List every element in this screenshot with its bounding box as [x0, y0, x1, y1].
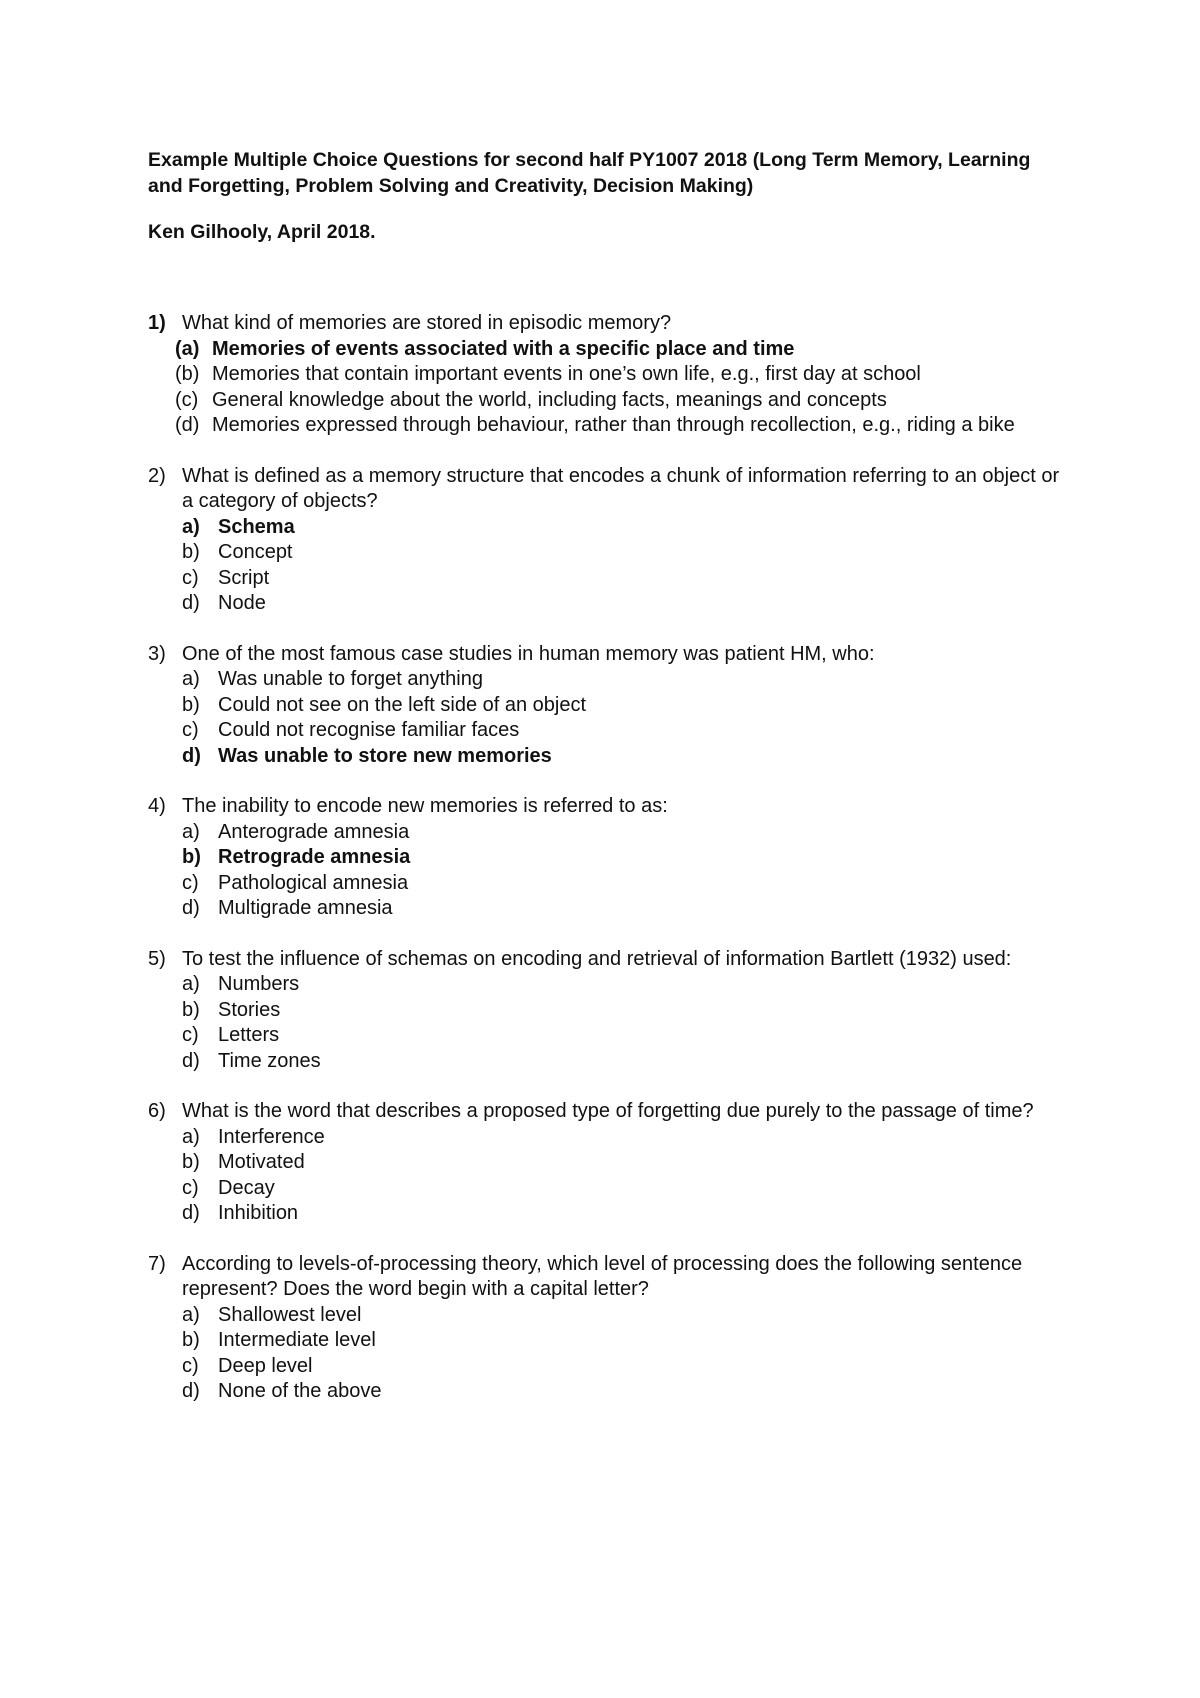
option-list: [148, 1125, 1100, 1227]
option-correct: [148, 337, 1100, 363]
question-1: [148, 311, 1100, 439]
option-text: Letters: [218, 1024, 280, 1046]
option: [148, 693, 1100, 719]
option-label: b): [182, 846, 201, 868]
question-text: To test the influence of schemas on encoding and retrieval of information Bartlett (1932) used:: [182, 947, 1012, 970]
option-label: a): [182, 1303, 200, 1326]
option-label: a): [182, 1125, 200, 1148]
option-text: Was unable to store new memories: [218, 744, 552, 767]
document-title: Example Multiple Choice Questions for second half PY1007 2018 (Long Term Memory, Learning and Forgetting, Problem Solving and Creativity, Decision Making): [148, 149, 1031, 197]
option-list: [148, 337, 1100, 439]
option-text: Could not see on the left side of an object: [218, 693, 587, 716]
option-text: Memories that contain important events in one’s own life, e.g., first day at school: [212, 363, 921, 385]
question-number: 4): [148, 795, 166, 817]
option-text: Was unable to forget anything: [218, 668, 483, 690]
option-text: Concept: [218, 541, 293, 563]
question-number: 2): [148, 464, 166, 487]
question-stem: [148, 464, 1100, 515]
question-stem: [148, 947, 1100, 973]
question-text: What is the word that describes a proposed type of forgetting due purely to the passage of time?: [182, 1100, 1034, 1122]
option-text: Memories expressed through behaviour, rather than through recollection, e.g., riding a bike: [212, 414, 1015, 436]
option-label: b): [182, 1151, 200, 1173]
option: [148, 972, 1100, 998]
option-text: Intermediate level: [218, 1329, 376, 1351]
question-stem: [148, 311, 1100, 337]
option: [148, 667, 1100, 693]
question-stem: [148, 1252, 1100, 1303]
option-list: [148, 820, 1100, 922]
question-list: [148, 311, 1100, 1405]
option-label: d): [182, 592, 200, 614]
option: [148, 896, 1100, 922]
option-label: d): [182, 1049, 200, 1072]
option-label: a): [182, 515, 200, 538]
option: [148, 1023, 1100, 1049]
option-text: Motivated: [218, 1151, 305, 1173]
option-label: (d): [175, 414, 200, 436]
option-text: Retrograde amnesia: [218, 846, 411, 868]
option-text: Interference: [218, 1125, 325, 1148]
option-label: a): [182, 973, 200, 995]
option: [148, 362, 1100, 388]
option-text: General knowledge about the world, including facts, meanings and concepts: [212, 388, 887, 411]
question-7: [148, 1252, 1100, 1405]
question-3: [148, 642, 1100, 770]
option-text: Deep level: [218, 1354, 313, 1377]
option: [148, 998, 1100, 1024]
option-label: (b): [175, 363, 200, 385]
option-label: b): [182, 541, 200, 563]
question-2: [148, 464, 1100, 617]
option-label: d): [182, 1202, 200, 1224]
option-correct: [148, 845, 1100, 871]
question-text: What kind of memories are stored in episodic memory?: [182, 312, 672, 334]
option-text: Multigrade amnesia: [218, 897, 393, 919]
option-label: b): [182, 693, 200, 716]
option-list: [148, 515, 1100, 617]
option-label: (c): [175, 388, 199, 411]
option-correct: [148, 515, 1100, 541]
option-text: Node: [218, 592, 266, 614]
option: [148, 820, 1100, 846]
option: [148, 718, 1100, 744]
option-label: d): [182, 897, 200, 919]
option-correct: [148, 744, 1100, 770]
question-4: [148, 794, 1100, 922]
option: [148, 1176, 1100, 1202]
option-text: Schema: [218, 515, 295, 538]
option: [148, 591, 1100, 617]
option-label: (a): [175, 337, 200, 360]
option-text: Decay: [218, 1176, 275, 1199]
question-5: [148, 947, 1100, 1075]
question-text: What is defined as a memory structure that encodes a chunk of information referring to an object or a category of objects?: [182, 464, 1060, 512]
option-text: Numbers: [218, 973, 300, 995]
option-label: c): [182, 1176, 199, 1199]
question-text: One of the most famous case studies in human memory was patient HM, who:: [182, 642, 875, 665]
option-list: [148, 1303, 1100, 1405]
option-label: c): [182, 566, 199, 589]
option-text: Stories: [218, 998, 281, 1021]
option: [148, 871, 1100, 897]
option: [148, 413, 1100, 439]
option-list: [148, 972, 1100, 1074]
option: [148, 1354, 1100, 1380]
option-label: b): [182, 998, 200, 1021]
option-label: c): [182, 871, 199, 894]
question-number: 3): [148, 642, 166, 665]
question-text: According to levels-of-processing theory, which level of processing does the following sentence represent? Does the word begin with a capital letter?: [182, 1252, 1023, 1300]
option-label: d): [182, 744, 201, 767]
option-text: Inhibition: [218, 1202, 299, 1224]
option: [148, 1303, 1100, 1329]
option: [148, 1201, 1100, 1227]
option-label: d): [182, 1380, 200, 1402]
option-text: Memories of events associated with a specific place and time: [212, 337, 795, 360]
option-text: Script: [218, 566, 270, 589]
option-text: Shallowest level: [218, 1303, 362, 1326]
question-6: [148, 1099, 1100, 1227]
option: [148, 388, 1100, 414]
question-stem: [148, 1099, 1100, 1125]
option-label: c): [182, 1024, 199, 1046]
option-text: None of the above: [218, 1380, 382, 1402]
option: [148, 540, 1100, 566]
question-number: 5): [148, 947, 166, 970]
option-list: [148, 667, 1100, 769]
option-label: c): [182, 719, 199, 741]
option: [148, 1150, 1100, 1176]
question-stem: [148, 794, 1100, 820]
question-number: 7): [148, 1252, 166, 1275]
option-text: Anterograde amnesia: [218, 820, 410, 843]
option: [148, 1328, 1100, 1354]
option: [148, 566, 1100, 592]
option-label: a): [182, 820, 200, 843]
option-label: b): [182, 1329, 200, 1351]
option: [148, 1049, 1100, 1075]
option-text: Pathological amnesia: [218, 871, 409, 894]
author-line: Ken Gilhooly, April 2018.: [148, 221, 376, 243]
option-label: a): [182, 668, 200, 690]
option: [148, 1379, 1100, 1405]
option: [148, 1125, 1100, 1151]
option-text: Time zones: [218, 1049, 321, 1072]
question-number: 6): [148, 1100, 166, 1122]
question-text: The inability to encode new memories is referred to as:: [182, 795, 668, 817]
option-label: c): [182, 1354, 199, 1377]
question-number: 1): [148, 312, 166, 334]
option-text: Could not recognise familiar faces: [218, 719, 520, 741]
question-stem: [148, 642, 1100, 668]
